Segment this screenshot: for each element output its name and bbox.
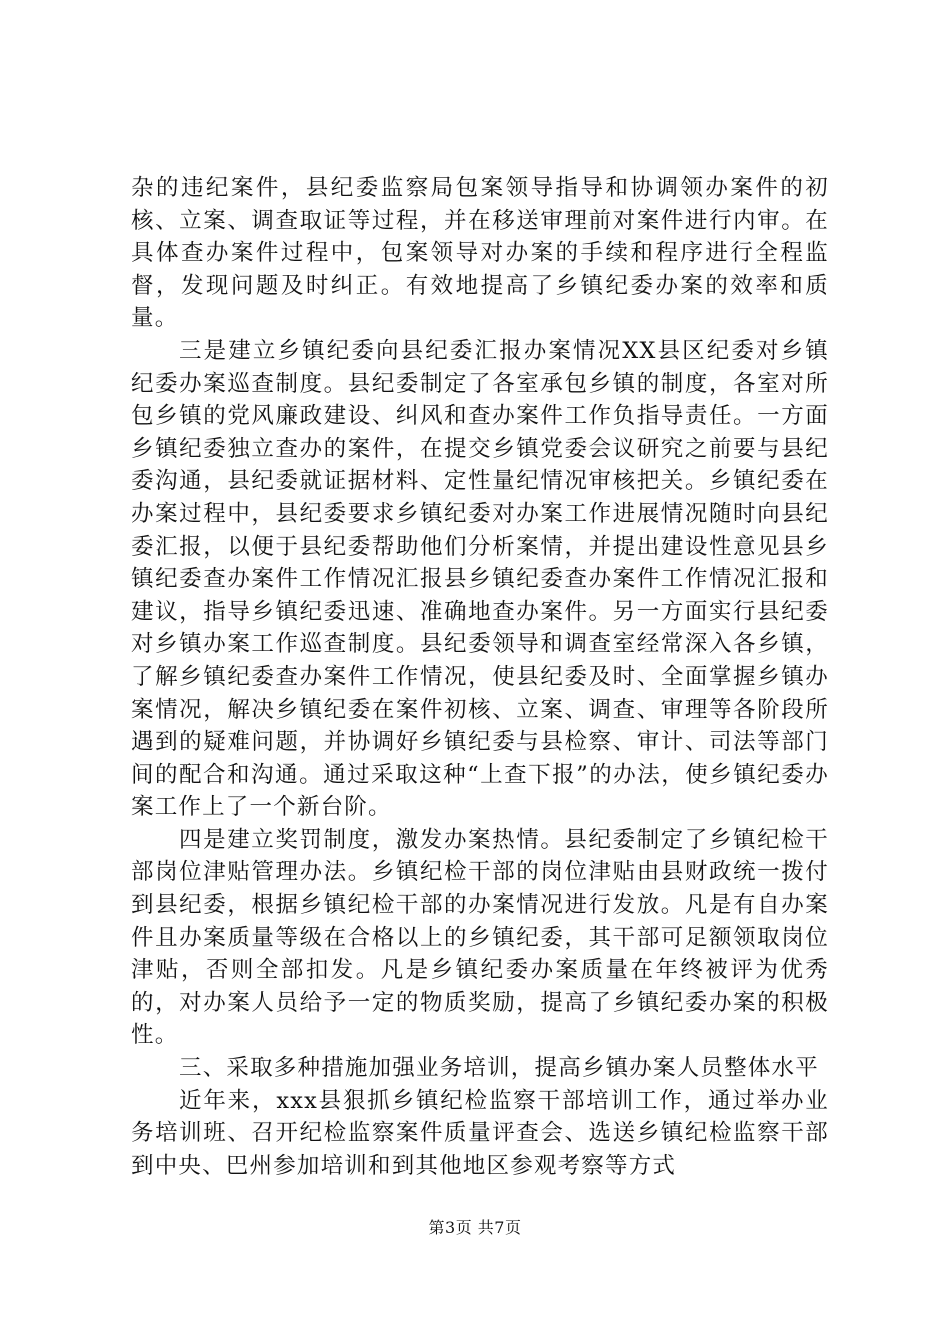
paragraph-training-measures: 近年来，xxx县狠抓乡镇纪检监察干部培训工作，通过举办业务培训班、召开纪检监察案件质量评查会、选送乡镇纪检监察干部到中央、巴州参加培训和到其他地区参观考察等方式 [131,1087,829,1179]
paragraph-reward-penalty-system: 四是建立奖罚制度，激发办案热情。县纪委制定了乡镇纪检干部岗位津贴管理办法。乡镇纪检干部的岗位津贴由县财政统一拨付到县纪委，根据乡镇纪检干部的办案情况进行发放。凡是有自办案件且办案质量等级在合格以上的乡镇纪委，其干部可足额领取岗位津贴，否则全部扣发。凡是乡镇纪委办案质量在年终被评为优秀的，对办案人员给予一定的物质奖励，提高了乡镇纪委办案的积极性。 [131,826,829,1049]
paragraph-township-reporting-system: 三是建立乡镇纪委向县纪委汇报办案情况XX县区纪委对乡镇纪委办案巡查制度。县纪委制定了各室承包乡镇的制度，各室对所包乡镇的党风廉政建设、纠风和查办案件工作负指导责任。一方面乡镇纪委独立查办的案件，在提交乡镇党委会议研究之前要与县纪委沟通，县纪委就证据材料、定性量纪情况审核把关。乡镇纪委在办案过程中，县纪委要求乡镇纪委对办案工作进展情况随时向县纪委汇报，以便于县纪委帮助他们分析案情，并提出建设性意见县乡镇纪委查办案件工作情况汇报县乡镇纪委查办案件工作情况汇报和建议，指导乡镇纪委迅速、准确地查办案件。另一方面实行县纪委对乡镇办案工作巡查制度。县纪委领导和调查室经常深入各乡镇，了解乡镇纪委查办案件工作情况，使县纪委及时、全面掌握乡镇办案情况，解决乡镇纪委在案件初核、立案、调查、审理等各阶段所遇到的疑难问题，并协调好乡镇纪委与县检察、审计、司法等部门间的配合和沟通。通过采取这种“上查下报”的办法，使乡镇纪委办案工作上了一个新台阶。 [131,337,829,821]
page-number-footer: 第3页 共7页 [428,1218,522,1237]
section-heading-training: 三、采取多种措施加强业务培训，提高乡镇办案人员整体水平 [179,1055,819,1082]
document-body [131,172,829,1182]
paragraph-continuation: 杂的违纪案件，县纪委监察局包案领导指导和协调领办案件的初核、立案、调查取证等过程，并在移送审理前对案件进行内审。在具体查办案件过程中，包案领导对办案的手续和程序进行全程监督，发现问题及时纠正。有效地提高了乡镇纪委办案的效率和质量。 [131,175,829,332]
